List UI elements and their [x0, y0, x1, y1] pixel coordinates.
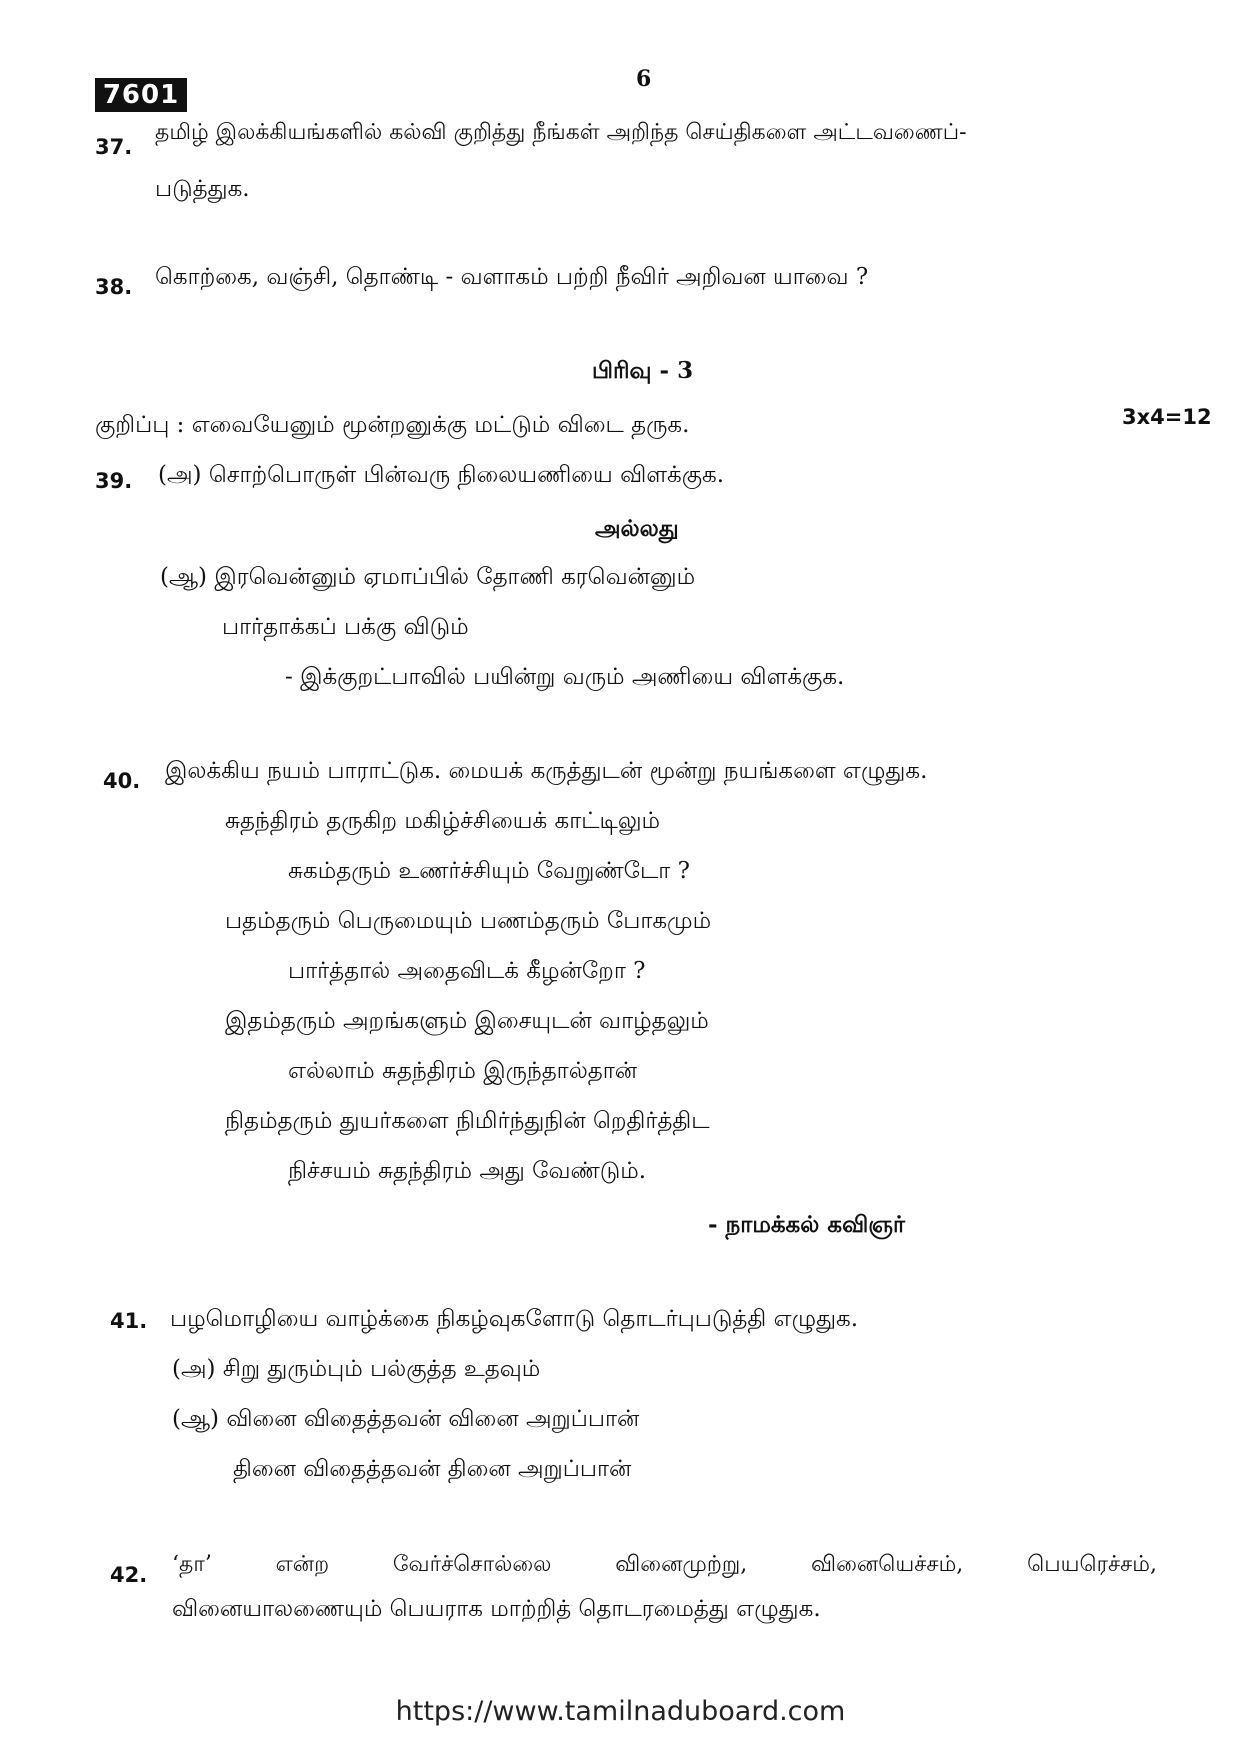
question-number-38: 38.: [95, 275, 133, 299]
question-39-option-b-line-2: பார்தாக்கப் பக்கு விடும்: [222, 614, 469, 640]
section-note: குறிப்பு : எவையேனும் மூன்றனுக்கு மட்டும் விடை தருக.: [95, 412, 690, 438]
question-39-option-b-line-1: (ஆ) இரவென்னும் ஏமாப்பில் தோணி கரவென்னும்: [160, 564, 696, 590]
question-37-line-1: தமிழ் இலக்கியங்களில் கல்வி குறித்து நீங்கள் அறிந்த செய்திகளை அட்டவணைப்-: [155, 120, 967, 145]
poem-line: நிதம்தரும் துயர்களை நிமிர்ந்துநின் றெதிர்த்திட: [225, 1108, 710, 1134]
poem-line: பார்த்தால் அதைவிடக் கீழன்றோ ?: [288, 958, 646, 984]
poem-line: இதம்தரும் அறங்களும் இசையுடன் வாழ்தலும்: [225, 1008, 709, 1034]
question-number-37: 37.: [95, 135, 133, 159]
question-41-option-b-line-1: (ஆ) வினை விதைத்தவன் வினை அறுப்பான்: [172, 1406, 640, 1432]
question-number-39: 39.: [95, 469, 133, 493]
question-number-40: 40.: [103, 769, 141, 793]
footer-url[interactable]: https://www.tamilnaduboard.com: [395, 1696, 846, 1727]
poem-line: சுதந்திரம் தருகிற மகிழ்ச்சியைக் காட்டிலும்: [225, 808, 661, 834]
section-title: பிரிவு - 3: [592, 357, 694, 384]
question-41-text: பழமொழியை வாழ்க்கை நிகழ்வுகளோடு தொடர்புபடுத்தி எழுதுக.: [170, 1306, 859, 1332]
question-42-line-2: வினையாலணையும் பெயராக மாற்றித் தொடரமைத்து எழுதுக.: [172, 1596, 821, 1622]
poem-line: நிச்சயம் சுதந்திரம் அது வேண்டும்.: [288, 1158, 647, 1184]
poem-line: எல்லாம் சுதந்திரம் இருந்தால்தான்: [288, 1058, 638, 1084]
page-number: 6: [636, 66, 652, 92]
question-41-option-b-line-2: தினை விதைத்தவன் தினை அறுப்பான்: [233, 1456, 632, 1482]
question-39-option-a: (அ) சொற்பொருள் பின்வரு நிலையணியை விளக்குக.: [158, 462, 725, 488]
question-39-option-b-line-3: - இக்குறட்பாவில் பயின்று வரும் அணியை விளக்குக.: [285, 664, 845, 690]
question-number-41: 41.: [110, 1309, 148, 1333]
question-39-or: அல்லது: [595, 515, 679, 542]
poem-author: - நாமக்கல் கவிஞர்: [708, 1211, 905, 1238]
poem-line: பதம்தரும் பெருமையும் பணம்தரும் போகமும்: [225, 908, 712, 934]
question-37-line-2: படுத்துக.: [155, 176, 250, 202]
question-38-text: கொற்கை, வஞ்சி, தொண்டி - வளாகம் பற்றி நீவிர் அறிவன யாவை ?: [155, 264, 869, 290]
question-40-text: இலக்கிய நயம் பாராட்டுக. மையக் கருத்துடன் மூன்று நயங்களை எழுதுக.: [165, 758, 928, 784]
section-marks: 3x4=12: [1122, 405, 1212, 429]
exam-code-badge: 7601: [95, 78, 187, 112]
question-42-line-1: ‘தா’ என்ற வேர்ச்சொல்லை வினைமுற்று, வினையெச்சம், பெயரெச்சம்,: [172, 1552, 1157, 1577]
poem-line: சுகம்தரும் உணர்ச்சியும் வேறுண்டோ ?: [288, 858, 690, 884]
question-41-option-a: (அ) சிறு துரும்பும் பல்குத்த உதவும்: [172, 1356, 541, 1382]
question-number-42: 42.: [110, 1563, 148, 1587]
